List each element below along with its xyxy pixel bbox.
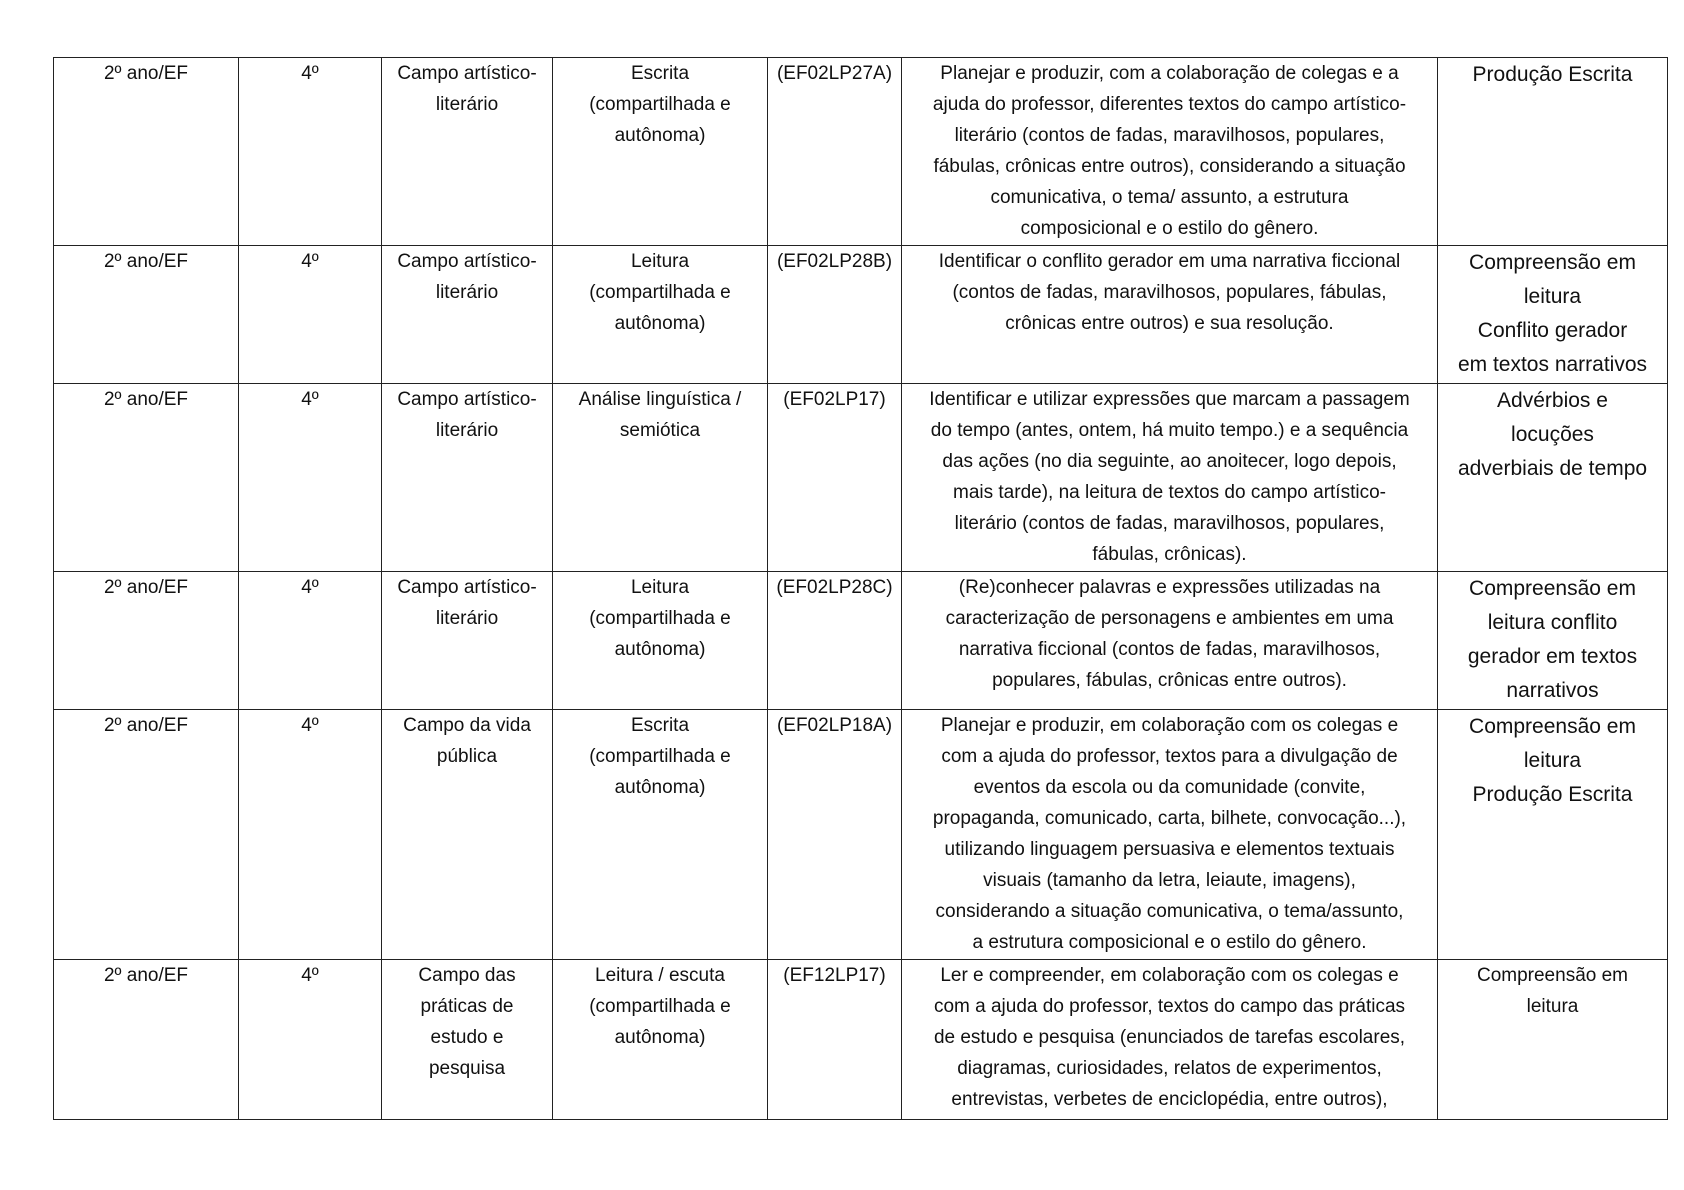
year-cell [54,384,239,572]
year-cell [54,572,239,710]
field-cell-line: literário [435,608,499,629]
code-cell [768,960,902,1120]
year-cell-text: 2º ano/EF [103,715,189,736]
practice-cell-line: autônoma) [614,125,706,146]
field-cell-line: Campo artístico- [397,251,537,272]
knowledge-object-cell-line: leitura [1523,285,1582,308]
field-cell-line: práticas de [420,996,514,1017]
skill-cell [902,384,1438,572]
field-cell-line: Campo da vida [403,715,531,736]
year-cell [54,710,239,960]
practice-cell-line: (compartilhada e [589,746,731,767]
knowledge-object-cell-line: Compreensão em [1469,715,1636,738]
field-cell-line: Campo artístico- [397,577,537,598]
practice-cell [553,710,768,960]
knowledge-object-cell [1438,710,1668,960]
bimester-cell-text: 4º [301,715,319,736]
code-cell-text: (EF02LP27A) [776,63,893,84]
skill-cell-line: narrativa ficcional (contos de fadas, maravilhosos, [958,639,1381,660]
skill-cell-line: composicional e o estilo do gênero. [1020,218,1319,239]
practice-cell-line: autônoma) [614,1027,706,1048]
skill-cell [902,572,1438,710]
skill-cell-line: utilizando linguagem persuasiva e elementos textuais [944,839,1395,860]
skill-cell-line: literário (contos de fadas, maravilhosos, populares, [954,513,1385,534]
skill-cell-line: populares, fábulas, crônicas entre outros). [992,670,1347,691]
bimester-cell-text: 4º [301,389,319,410]
practice-cell-line: Leitura / escuta [595,965,725,986]
skill-cell-line: (contos de fadas, maravilhosos, populares, fábulas, [952,282,1387,303]
table-row [54,58,1668,246]
practice-cell-line: autônoma) [614,313,706,334]
field-cell-line: pública [436,746,498,767]
practice-cell-line: Análise linguística / [578,389,742,410]
skill-cell-line: Ler e compreender, em colaboração com os colegas e [940,965,1399,986]
knowledge-object-cell-line: Conflito gerador [1477,319,1628,342]
practice-cell-line: Leitura [630,577,690,598]
skill-cell-line: (Re)conhecer palavras e expressões utilizadas na [958,577,1381,598]
skill-cell-line: eventos da escola ou da comunidade (convite, [973,777,1366,798]
knowledge-object-cell [1438,58,1668,246]
skill-cell-line: diagramas, curiosidades, relatos de experimentos, [957,1058,1382,1079]
code-cell-text: (EF02LP18A) [776,715,893,736]
table-row [54,710,1668,960]
knowledge-object-cell-line: Compreensão em [1469,251,1636,274]
year-cell-text: 2º ano/EF [103,63,189,84]
document-page [53,57,1667,1120]
field-cell [382,58,553,246]
table-body [54,58,1668,1120]
field-cell [382,960,553,1120]
skill-cell-line: propaganda, comunicado, carta, bilhete, convocação...), [932,808,1407,829]
bimester-cell [239,960,382,1120]
table-row [54,384,1668,572]
practice-cell-line: autônoma) [614,777,706,798]
field-cell-line: Campo artístico- [397,63,537,84]
field-cell [382,710,553,960]
skill-cell-line: de estudo e pesquisa (enunciados de tarefas escolares, [933,1027,1406,1048]
skill-cell-line: fábulas, crônicas entre outros), considerando a situação [933,156,1406,177]
knowledge-object-cell-line: locuções [1511,423,1594,446]
bimester-cell-text: 4º [301,251,319,272]
practice-cell [553,246,768,384]
skill-cell-line: ajuda do professor, diferentes textos do campo artístico- [932,94,1407,115]
skill-cell [902,960,1438,1120]
field-cell-line: literário [435,94,499,115]
table-row [54,246,1668,384]
bimester-cell-text: 4º [301,63,319,84]
practice-cell-line: autônoma) [614,639,706,660]
skill-cell-line: comunicativa, o tema/ assunto, a estrutura [990,187,1349,208]
curriculum-table [53,57,1668,1120]
skill-cell-line: crônicas entre outros) e sua resolução. [1005,313,1334,334]
field-cell-line: Campo das [418,965,516,986]
practice-cell [553,384,768,572]
practice-cell-line: Leitura [630,251,690,272]
practice-cell-line: (compartilhada e [589,282,731,303]
practice-cell-line: Escrita [630,715,690,736]
knowledge-object-cell-line: adverbiais de tempo [1457,457,1648,480]
practice-cell-line: semiótica [619,420,701,441]
year-cell-text: 2º ano/EF [103,389,189,410]
knowledge-object-cell [1438,246,1668,384]
bimester-cell [239,572,382,710]
knowledge-object-cell-line: leitura conflito [1487,611,1618,634]
practice-cell-line: (compartilhada e [589,608,731,629]
skill-cell [902,710,1438,960]
knowledge-object-cell-line: leitura [1523,749,1582,772]
practice-cell [553,572,768,710]
bimester-cell [239,246,382,384]
skill-cell-line: Identificar o conflito gerador em uma narrativa ficcional [938,251,1401,272]
code-cell [768,710,902,960]
practice-cell [553,960,768,1120]
knowledge-object-cell-line: Produção Escrita [1472,783,1633,806]
skill-cell-line: visuais (tamanho da letra, leiaute, imagens), [983,870,1356,891]
knowledge-object-cell-line: leitura [1526,996,1579,1017]
code-cell [768,572,902,710]
practice-cell-line: (compartilhada e [589,94,731,115]
knowledge-object-cell-line: narrativos [1506,679,1599,702]
field-cell [382,572,553,710]
field-cell [382,384,553,572]
knowledge-object-cell [1438,572,1668,710]
skill-cell-line: considerando a situação comunicativa, o tema/assunto, [935,901,1404,922]
practice-cell-line: Escrita [630,63,690,84]
skill-cell-line: Planejar e produzir, com a colaboração de colegas e a [940,63,1399,84]
skill-cell-line: a estrutura composicional e o estilo do gênero. [972,932,1367,953]
year-cell-text: 2º ano/EF [103,577,189,598]
field-cell [382,246,553,384]
knowledge-object-cell-line: Compreensão em [1469,577,1636,600]
code-cell-text: (EF02LP17) [783,389,886,410]
practice-cell [553,58,768,246]
bimester-cell [239,710,382,960]
field-cell-line: literário [435,420,499,441]
bimester-cell [239,58,382,246]
field-cell-line: pesquisa [428,1058,506,1079]
table-row [54,960,1668,1120]
year-cell-text: 2º ano/EF [103,965,189,986]
knowledge-object-cell-line: Advérbios e [1497,389,1608,412]
skill-cell-line: Identificar e utilizar expressões que marcam a passagem [929,389,1410,410]
skill-cell-line: com a ajuda do professor, textos do campo das práticas [933,996,1406,1017]
bimester-cell [239,384,382,572]
code-cell [768,58,902,246]
field-cell-line: Campo artístico- [397,389,537,410]
code-cell [768,384,902,572]
bimester-cell-text: 4º [301,965,319,986]
practice-cell-line: (compartilhada e [589,996,731,1017]
field-cell-line: estudo e [430,1027,504,1048]
knowledge-object-cell [1438,384,1668,572]
skill-cell-line: com a ajuda do professor, textos para a divulgação de [941,746,1398,767]
knowledge-object-cell-line: Compreensão em [1476,965,1629,986]
skill-cell-line: do tempo (antes, ontem, há muito tempo.) e a sequência [930,420,1409,441]
code-cell-text: (EF02LP28B) [776,251,893,272]
year-cell [54,960,239,1120]
skill-cell-line: Planejar e produzir, em colaboração com os colegas e [940,715,1399,736]
code-cell-text: (EF02LP28C) [776,577,893,598]
knowledge-object-cell [1438,960,1668,1120]
skill-cell-line: entrevistas, verbetes de enciclopédia, entre outros), [951,1089,1388,1110]
year-cell [54,58,239,246]
code-cell-text: (EF12LP17) [783,965,886,986]
skill-cell-line: das ações (no dia seguinte, ao anoitecer, logo depois, [942,451,1397,472]
skill-cell [902,58,1438,246]
skill-cell [902,246,1438,384]
skill-cell-line: fábulas, crônicas). [1092,544,1247,565]
year-cell-text: 2º ano/EF [103,251,189,272]
field-cell-line: literário [435,282,499,303]
knowledge-object-cell-line: em textos narrativos [1457,353,1648,376]
year-cell [54,246,239,384]
knowledge-object-cell-line: Produção Escrita [1472,63,1633,86]
skill-cell-line: caracterização de personagens e ambientes em uma [945,608,1394,629]
table-row [54,572,1668,710]
code-cell [768,246,902,384]
bimester-cell-text: 4º [301,577,319,598]
skill-cell-line: mais tarde), na leitura de textos do campo artístico- [953,482,1386,503]
knowledge-object-cell-line: gerador em textos [1467,645,1638,668]
skill-cell-line: literário (contos de fadas, maravilhosos, populares, [954,125,1385,146]
